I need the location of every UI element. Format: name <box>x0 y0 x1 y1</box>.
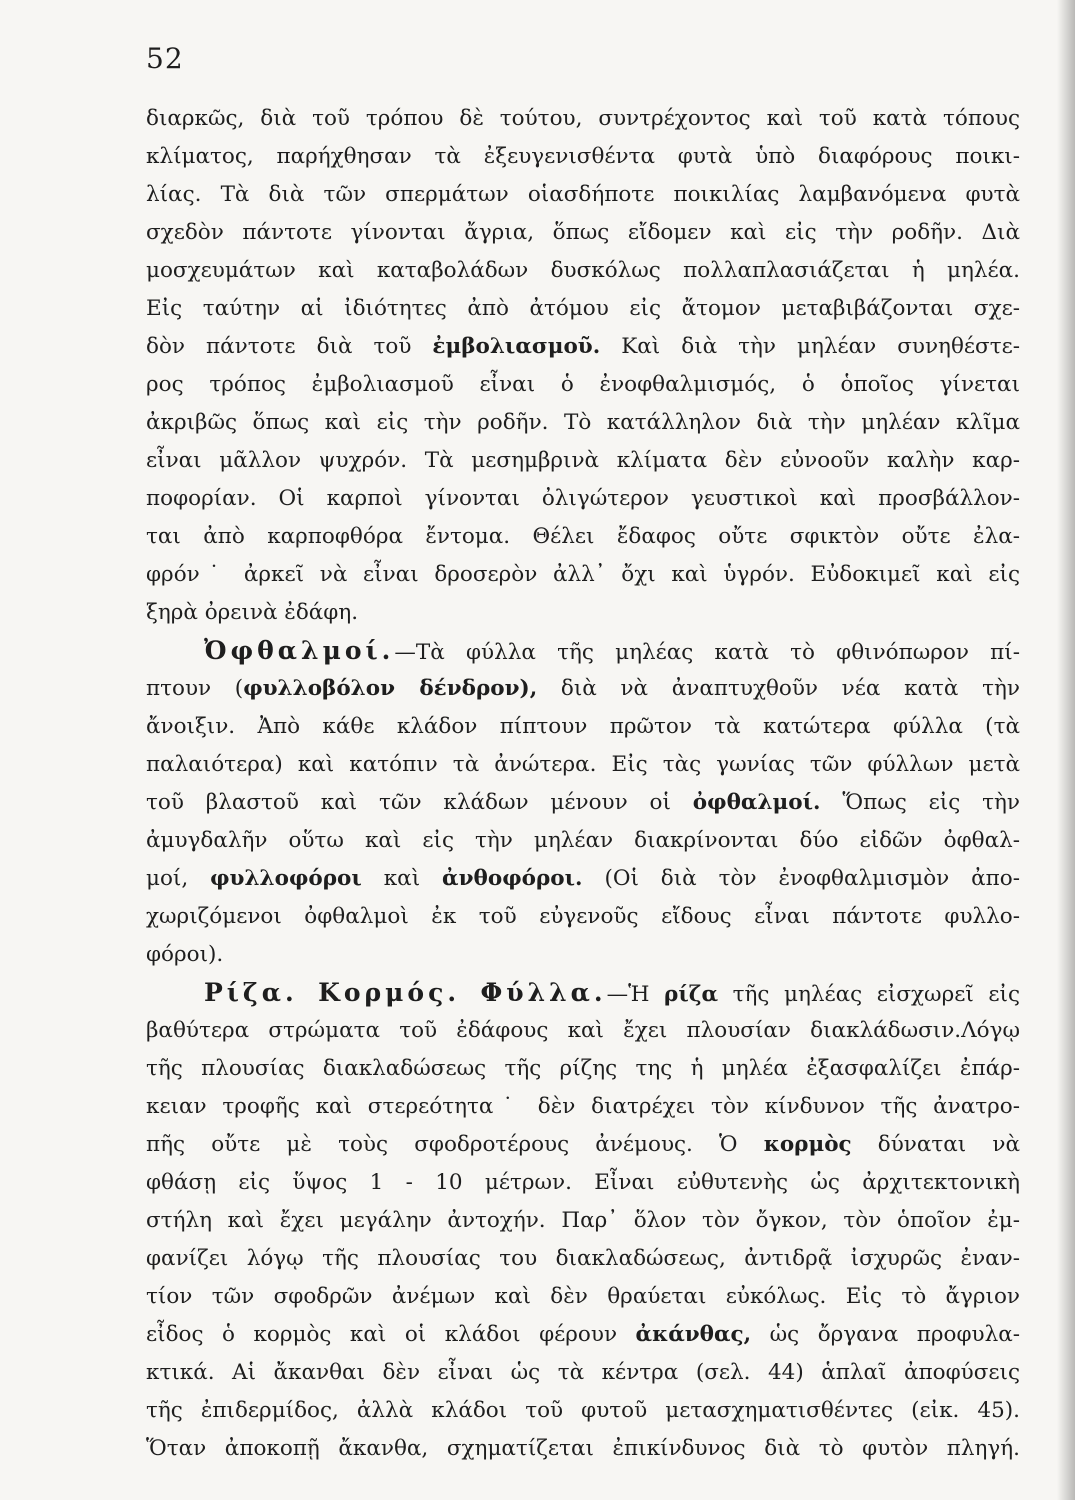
text-line <box>146 670 1020 708</box>
text-line: κειαν τροφῆς καὶ στερεότητα˙ δὲν διατρέχει τὸν κίνδυνον τῆς ἀνατρο- <box>146 1094 1020 1119</box>
text-segment: τῆς μηλέας εἰσχωρεῖ εἰς <box>718 982 1020 1007</box>
section-heading: Ρίζα. Κορμός. Φύλλα. <box>204 978 607 1007</box>
text-line: φρόν˙ ἀρκεῖ νὰ εἶναι δροσερὸν ἀλλ᾽ ὄχι καὶ ὑγρόν. Εὐδοκιμεῖ καὶ εἰς <box>146 562 1020 587</box>
text-line: διαρκῶς, διὰ τοῦ τρόπου δὲ τούτου, συντρέχοντος καὶ τοῦ κατὰ τόπους <box>146 106 1020 131</box>
text-line <box>146 784 1020 822</box>
text-segment: δὸν πάντοτε διὰ τοῦ <box>146 334 433 359</box>
text-line: μοσχευμάτων καὶ καταβολάδων δυσκόλως πολλαπλασιάζεται ἡ μηλέα. <box>146 258 1020 283</box>
text-line: χωριζόμενοι ὀφθαλμοὶ ἐκ τοῦ εὐγενοῦς εἴδους εἶναι πάντοτε φυλλο- <box>146 904 1020 929</box>
bold-term: ἀκάνθας, <box>635 1322 752 1347</box>
text-line: βαθύτερα στρώματα τοῦ ἐδάφους καὶ ἔχει πλουσίαν διακλάδωσιν.Λόγῳ <box>146 1018 1020 1043</box>
text-line: ἀκριβῶς ὅπως καὶ εἰς τὴν ροδῆν. Τὸ κατάλληλον διὰ τὴν μηλέαν κλῖμα <box>146 410 1020 435</box>
section-heading-line <box>146 632 1020 670</box>
bold-term: κορμὸς <box>763 1132 852 1157</box>
text-line: κλίματος, παρήχθησαν τὰ ἐξευγενισθέντα φυτὰ ὑπὸ διαφόρους ποικι- <box>146 144 1020 169</box>
bold-term: φυλλοβόλον δένδρον), <box>243 676 538 701</box>
text-line: φθάσῃ εἰς ὕψος 1 - 10 μέτρων. Εἶναι εὐθυτενὴς ὡς ἀρχιτεκτονικὴ <box>146 1170 1020 1195</box>
text-line: Ὅταν ἀποκοπῇ ἄκανθα, σχηματίζεται ἐπικίνδυνος διὰ τὸ φυτὸν πληγή. <box>146 1436 1020 1461</box>
text-line: τῆς ἐπιδερμίδος, ἀλλὰ κλάδοι τοῦ φυτοῦ μετασχηματισθέντες (εἰκ. 45). <box>146 1398 1020 1423</box>
bold-term: ρίζα <box>664 982 719 1007</box>
text-line: φανίζει λόγῳ τῆς πλουσίας του διακλαδώσεως, ἀντιδρᾷ ἰσχυρῶς ἐναν- <box>146 1246 1020 1271</box>
scan-edge-shadow <box>1057 0 1075 1500</box>
text-segment: καὶ <box>361 866 443 891</box>
page-number: 52 <box>146 42 184 75</box>
text-line <box>146 1126 1020 1164</box>
text-line: τίον τῶν σφοδρῶν ἀνέμων καὶ δὲν θραύεται εὐκόλως. Εἰς τὸ ἄγριον <box>146 1284 1020 1309</box>
text-segment: —Ἡ <box>606 982 665 1007</box>
text-line: ποφορίαν. Οἱ καρποὶ γίνονται ὀλιγώτερον γευστικοὶ καὶ προσβάλλον- <box>146 486 1020 511</box>
body-text <box>146 100 1020 1468</box>
bold-term: ἀνθοφόροι. <box>442 866 583 891</box>
text-segment: Ὅπως εἰς τὴν <box>820 790 1020 815</box>
text-line: Εἰς ταύτην αἱ ἰδιότητες ἀπὸ ἀτόμου εἰς ἄτομον μεταβιβάζονται σχε- <box>146 296 1020 321</box>
text-line: ρος τρόπος ἐμβολιασμοῦ εἶναι ὁ ἐνοφθαλμισμός, ὁ ὁποῖος γίνεται <box>146 372 1020 397</box>
bold-term: φυλλοφόροι <box>210 866 362 891</box>
section-heading: Ὀφθαλμοί. <box>204 636 395 665</box>
text-line: ξηρὰ ὀρεινὰ ἐδάφη. <box>146 600 359 625</box>
text-line: στήλη καὶ ἔχει μεγάλην ἀντοχήν. Παρ᾽ ὅλον τὸν ὄγκον, τὸν ὁποῖον ἐμ- <box>146 1208 1020 1233</box>
text-line <box>146 1316 1020 1354</box>
text-segment: τοῦ βλαστοῦ καὶ τῶν κλάδων μένουν οἱ <box>146 790 693 815</box>
text-segment: διὰ νὰ ἀναπτυχθοῦν νέα κατὰ τὴν <box>537 676 1020 701</box>
bold-term: ὀφθαλμοί. <box>692 790 821 815</box>
text-segment: Καὶ διὰ τὴν μηλέαν συνηθέστε- <box>600 334 1020 359</box>
text-line: εἶναι μᾶλλον ψυχρόν. Τὰ μεσημβρινὰ κλίματα δὲν εὐνοοῦν καλὴν καρ- <box>146 448 1020 473</box>
text-segment: (Οἱ διὰ τὸν ἐνοφθαλμισμὸν ἀπο- <box>582 866 1020 891</box>
text-line: σχεδὸν πάντοτε γίνονται ἄγρια, ὅπως εἴδομεν καὶ εἰς τὴν ροδῆν. Διὰ <box>146 220 1020 245</box>
bold-term: ἐμβολιασμοῦ. <box>432 334 601 359</box>
text-line: παλαιότερα) καὶ κατόπιν τὰ ἀνώτερα. Εἰς τὰς γωνίας τῶν φύλλων μετὰ <box>146 752 1020 777</box>
text-segment: δύναται νὰ <box>851 1132 1020 1157</box>
text-segment: —Τὰ φύλλα τῆς μηλέας κατὰ τὸ φθινόπωρον πί- <box>394 640 1020 665</box>
text-segment: εἶδος ὁ κορμὸς καὶ οἱ κλάδοι φέρουν <box>146 1322 636 1347</box>
section-heading-line <box>146 974 1020 1012</box>
text-segment: πῆς οὔτε μὲ τοὺς σφοδροτέρους ἀνέμους. Ὁ <box>146 1132 764 1157</box>
text-line <box>146 328 1020 366</box>
text-segment: μοί, <box>146 866 211 891</box>
text-line <box>146 860 1020 898</box>
text-line: κτικά. Αἱ ἄκανθαι δὲν εἶναι ὡς τὰ κέντρα (σελ. 44) ἁπλαῖ ἀποφύσεις <box>146 1360 1020 1385</box>
text-line: ἀμυγδαλῆν οὕτω καὶ εἰς τὴν μηλέαν διακρίνονται δύο εἰδῶν ὀφθαλ- <box>146 828 1020 853</box>
text-line: φόροι). <box>146 942 224 967</box>
text-line: λίας. Τὰ διὰ τῶν σπερμάτων οἱασδήποτε ποικιλίας λαμβανόμενα φυτὰ <box>146 182 1020 207</box>
text-line: ἄνοιξιν. Ἀπὸ κάθε κλάδον πίπτουν πρῶτον τὰ κατώτερα φύλλα (τὰ <box>146 714 1020 739</box>
text-line: τῆς πλουσίας διακλαδώσεως τῆς ρίζης της ἡ μηλέα ἐξασφαλίζει ἐπάρ- <box>146 1056 1020 1081</box>
text-segment: πτουν ( <box>146 676 244 701</box>
text-segment: ὡς ὄργανα προφυλα- <box>751 1322 1020 1347</box>
text-line: ται ἀπὸ καρποφθόρα ἔντομα. Θέλει ἔδαφος οὔτε σφικτὸν οὔτε ἐλα- <box>146 524 1020 549</box>
